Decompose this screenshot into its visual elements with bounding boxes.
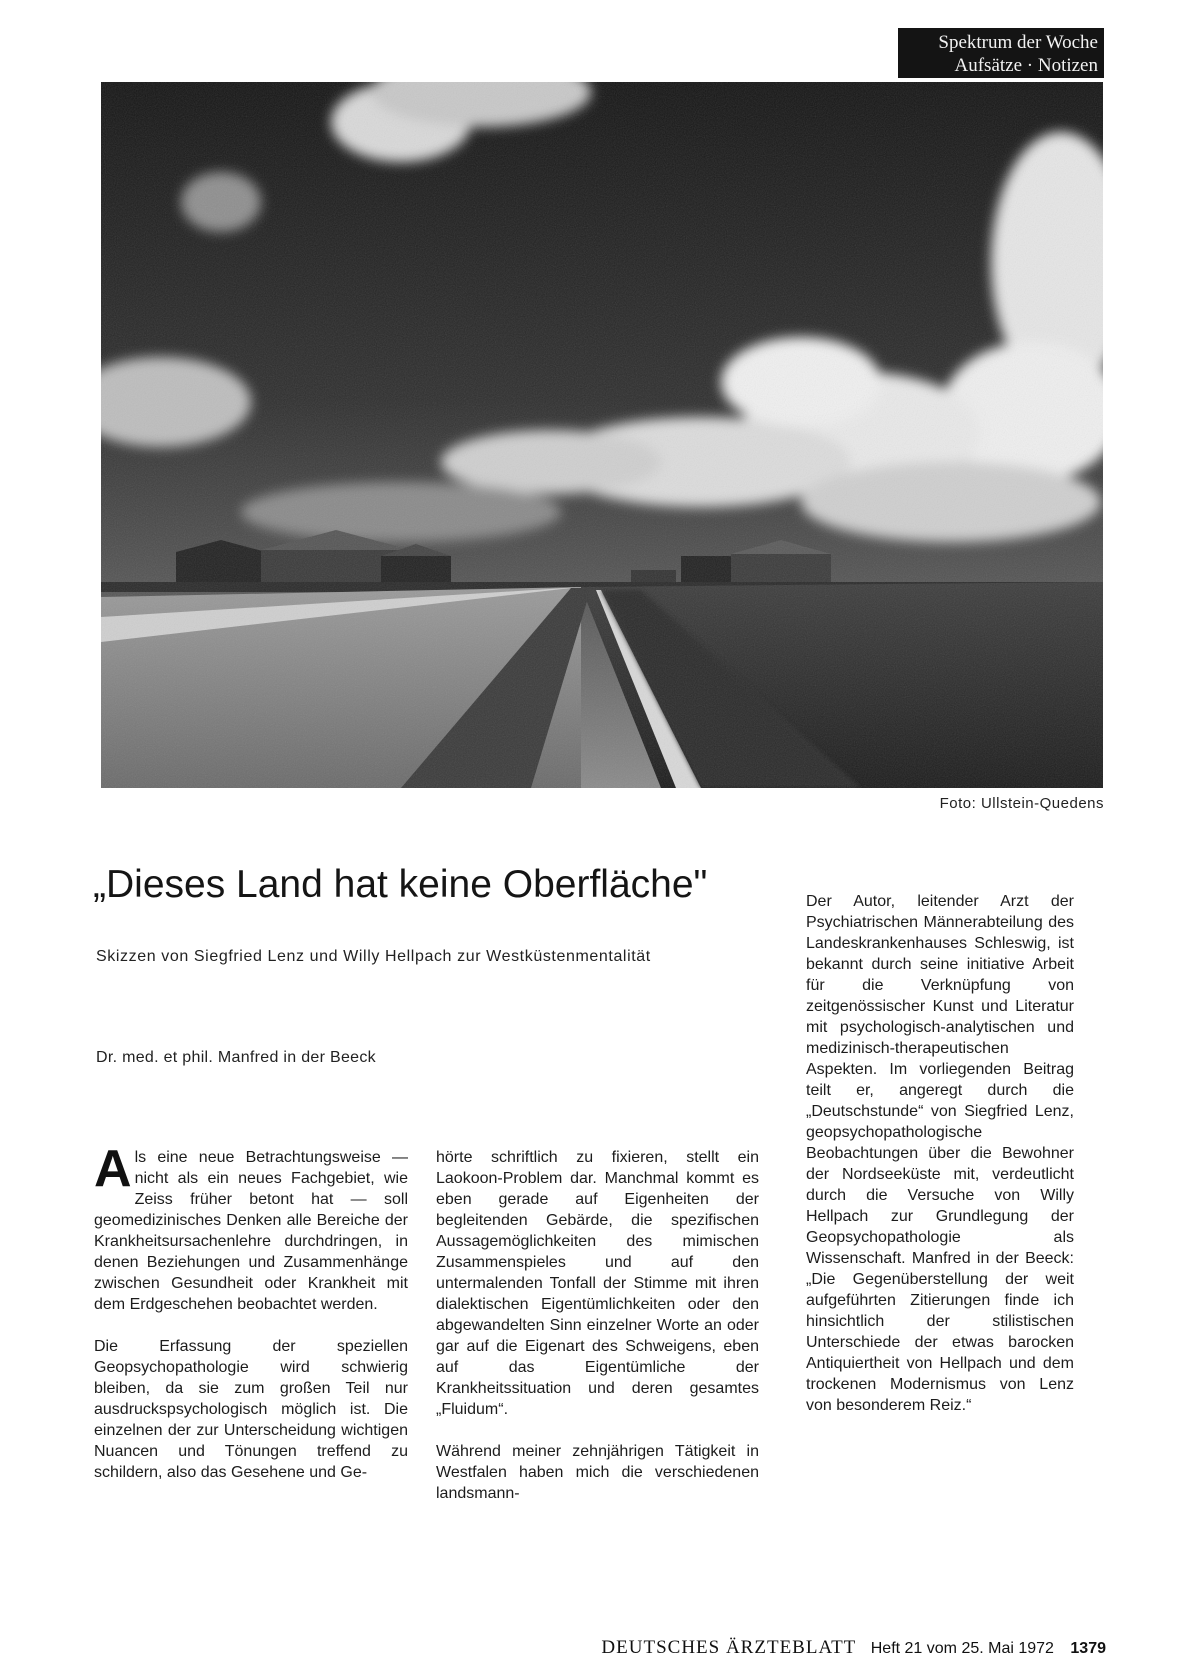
paragraph: Die Erfassung der speziellen Geopsychopathologie wird schwierig bleiben, da sie zum großen Teil nur ausdruckspsychologisch möglich ist. Die einzelnen der zur Unterscheidung wichtigen Nuancen und Tönungen treffend zu schildern, also das Gesehene und Ge- xyxy=(94,1338,408,1481)
paragraph: hörte schriftlich zu fixieren, stellt ein Laokoon-Problem dar. Manchmal kommt es eben gerade auf Eigenheiten der begleitenden Gebärde, die spezifischen Aussagemöglichkeiten des mimischen Zusammenspieles und auf den untermalenden Tonfall der Stimme mit ihren dialektischen Eigentümlichkeiten oder den abgewandelten Sinn einzelner Worte an oder gar auf die Eigenart des Schweigens, eben auf das Eigentümliche der Krankheitssituation und deren gesamtes „Fluidum“. xyxy=(436,1149,759,1418)
author-intro: Der Autor, leitender Arzt der Psychiatrischen Männerabteilung des Landeskrankenhauses Schleswig, ist bekannt durch seine initiative Arbeit für die Verknüpfung von zeitgenössischer Kunst und Literatur mit psychologisch-analytischen und medizinisch-therapeutischen Aspekten. Im vorliegenden Beitrag teilt er, angeregt durch die „Deutschstunde“ von Siegfried Lenz, geopsychopathologische Beobachtungen über die Bewohner der Nordseeküste mit, verdeutlicht durch die Versuche von Willy Hellpach zur Grundlegung der Geopsychopathologie als Wissenschaft. Manfred in der Beeck: „Die Gegenüberstellung der weit aufgeführten Zitierungen finde ich hinsichtlich der stilistischen Unterschiede der etwas barocken Antiquiertheit von Hellpach und dem trockenen Modernismus von Lenz von besonderem Reiz.“ xyxy=(806,893,1074,1414)
section-tag-line-1: Spektrum der Woche xyxy=(938,32,1098,53)
section-tag xyxy=(898,28,1104,78)
article-subtitle: Skizzen von Siegfried Lenz und Willy Hellpach zur Westküstenmentalität xyxy=(96,948,651,965)
photo-credit: Foto: Ullstein-Quedens xyxy=(939,795,1104,812)
article-author: Dr. med. et phil. Manfred in der Beeck xyxy=(96,1049,376,1066)
paragraph: Während meiner zehnjährigen Tätigkeit in Westfalen haben mich die verschiedenen landsmann- xyxy=(436,1443,759,1502)
landscape-photo xyxy=(101,82,1103,788)
drop-cap: A xyxy=(94,1140,132,1198)
issue-info: Heft 21 vom 25. Mai 1972 xyxy=(870,1640,1054,1657)
article-headline: „Dieses Land hat keine Oberfläche" xyxy=(93,863,708,906)
journal-name: DEUTSCHES ÄRZTEBLATT xyxy=(601,1637,857,1658)
section-tag-line-2: Aufsätze · Notizen xyxy=(954,55,1098,76)
author-intro-column xyxy=(806,891,1074,1416)
text-column-1 xyxy=(94,1140,408,1483)
paragraph xyxy=(94,1140,408,1315)
paragraph-text: ls eine neue Betrachtungsweise — nicht als ein neues Fachgebiet, wie Zeiss früher betont hat — soll geomedizinisches Denken alle Bereiche der Krankheitsursachenlehre durchdringen, in denen Beziehungen und Zusammenhänge zwischen Gesundheit oder Krankheit mit dem Erdgeschehen beobachtet werden. xyxy=(94,1149,408,1313)
text-column-2 xyxy=(436,1147,759,1504)
page-number: 1379 xyxy=(1070,1640,1106,1657)
page-footer xyxy=(486,1637,1106,1659)
